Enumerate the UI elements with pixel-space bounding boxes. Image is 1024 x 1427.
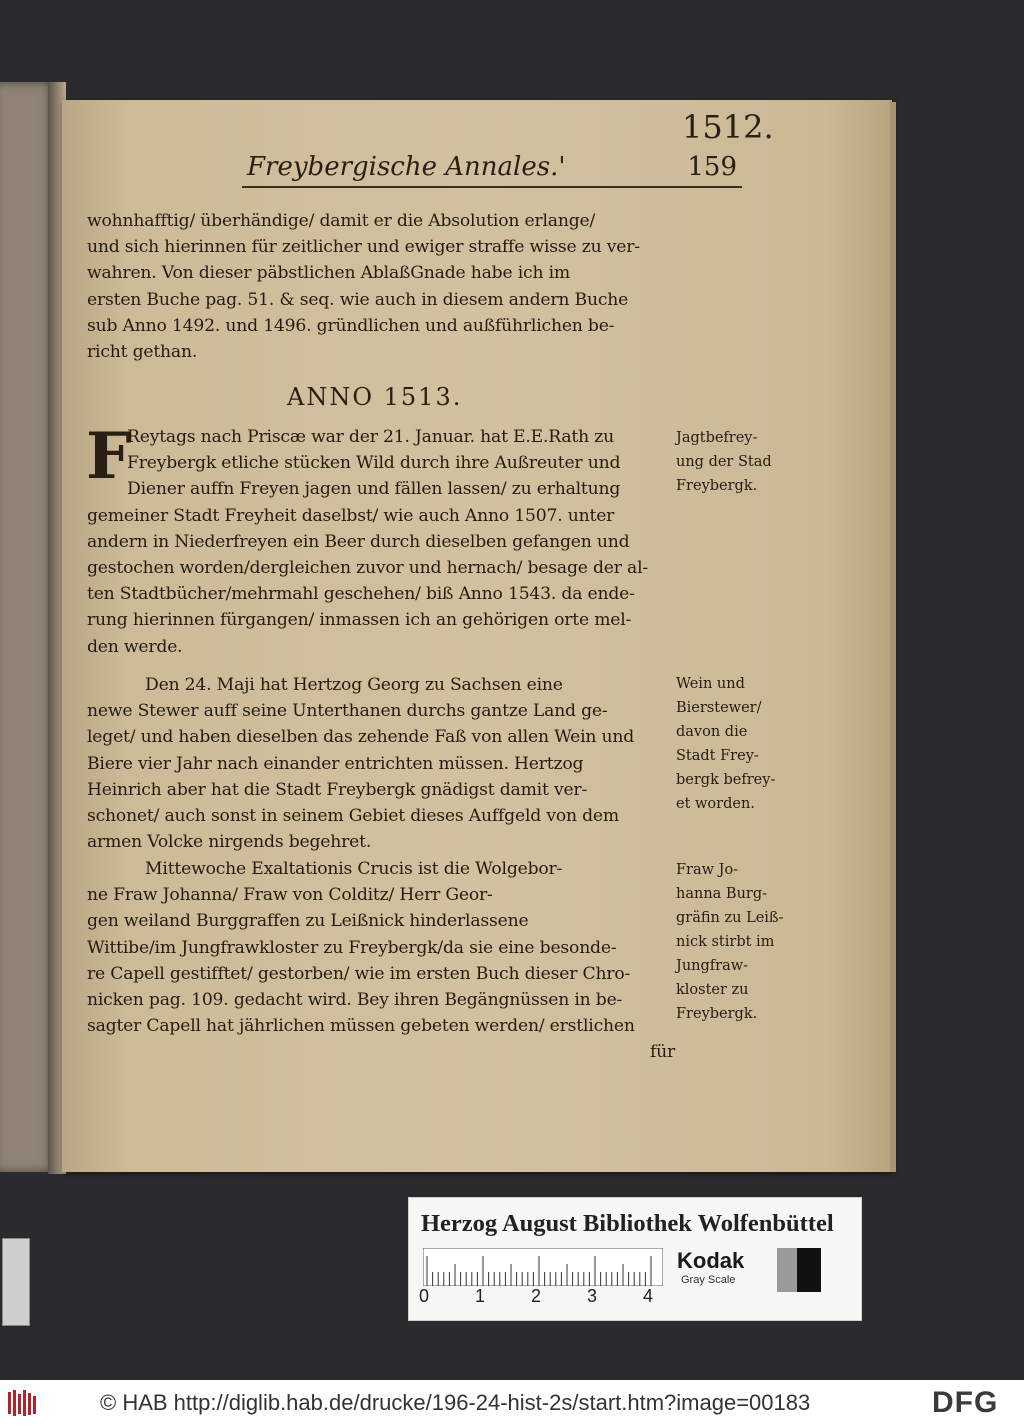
year-heading: ANNO 1513. [287, 383, 463, 411]
kodak-logo: Kodak [677, 1248, 745, 1273]
text-line: andern in Niederfreyen ein Beer durch dieselben gefangen und [87, 531, 630, 552]
gray-swatch [777, 1248, 797, 1292]
text-line: ne Fraw Johanna/ Fraw von Colditz/ Herr Geor- [87, 885, 493, 906]
marginal-line: gräfin zu Leiß- [676, 910, 784, 926]
text-line: nicken pag. 109. gedacht wird. Bey ihren Begängnüssen in be- [87, 989, 623, 1010]
text-line: re Capell gestifftet/ gestorben/ wie im ersten Buch dieser Chro- [87, 963, 631, 984]
text-line: rung hierinnen fürgangen/ inmassen ich an gehörigen orte mel- [87, 610, 632, 631]
marginal-line: bergk befrey- [676, 772, 776, 788]
text-line: Heinrich aber hat die Stadt Freybergk gnädigst damit ver- [87, 779, 588, 800]
text-line: und sich hierinnen für zeitlicher und ewiger straffe wisse zu ver- [87, 237, 640, 258]
shelf-tag [2, 1238, 30, 1326]
marginal-line: Freybergk. [676, 1006, 758, 1022]
paragraph-3 [87, 672, 677, 855]
marginal-line: Jagtbefrey- [676, 430, 758, 446]
text-line: Biere vier Jahr nach einander entrichten müssen. Hertzog [87, 753, 584, 774]
text-line: sagter Capell hat jährlichen müssen gebeten werden/ erstlichen [87, 1016, 635, 1037]
text-line: gemeiner Stadt Freyheit daselbst/ wie auch Anno 1507. unter [87, 505, 615, 526]
paragraph-1 [87, 208, 677, 365]
marginal-line: kloster zu [676, 982, 749, 998]
scale-ruler [423, 1248, 663, 1286]
marginal-note-johanna [676, 858, 788, 1026]
marginal-line: ung der Stad [676, 454, 772, 470]
drop-cap: F [86, 419, 132, 494]
marginal-line: Bierstewer/ [676, 700, 762, 716]
text-line: Wittibe/im Jungfrawkloster zu Freybergk/da sie eine besonde- [87, 937, 617, 958]
text-line: leget/ und haben dieselben das zehende Faß von allen Wein und [87, 727, 635, 748]
text-line: gen weiland Burggraffen zu Leißnick hinderlassene [87, 911, 529, 932]
text-line: wahren. Von dieser päbstlichen AblaßGnade habe ich im [87, 263, 570, 284]
ruler-number: 4 [643, 1286, 654, 1306]
marginal-line: Fraw Jo- [676, 862, 739, 878]
page-number: 159 [687, 152, 737, 182]
head-rule [242, 186, 742, 188]
book-page [62, 100, 892, 1172]
ruler-number: 3 [587, 1286, 598, 1306]
text-line: Reytags nach Priscæ war der 21. Januar. hat E.E.Rath zu [127, 427, 615, 447]
library-name: Herzog August Bibliothek Wolfenbüttel [421, 1210, 834, 1237]
text-line: Diener auffn Freyen jagen und fällen lassen/ zu erhaltung [127, 479, 621, 500]
page-edge [890, 102, 896, 1172]
paragraph-2 [86, 419, 677, 660]
text-line: richt gethan. [87, 341, 198, 362]
text-line: wohnhafftig/ überhändige/ damit er die Absolution erlange/ [87, 211, 596, 231]
gray-scale-label: Gray Scale [681, 1274, 736, 1286]
permalink[interactable]: © HAB http://diglib.hab.de/drucke/196-24-hist-2s/start.htm?image=00183 [100, 1390, 811, 1415]
marginal-line: davon die [676, 724, 748, 740]
marginal-note-hunting [676, 426, 788, 498]
text-line: ten Stadtbücher/mehrmahl geschehen/ biß Anno 1543. da ende- [87, 584, 635, 605]
dfg-logo: DFG [932, 1386, 999, 1419]
paragraph-4 [87, 856, 677, 1066]
text-line: armen Volcke nirgends begehret. [87, 832, 372, 853]
text-line: Mittewoche Exaltationis Crucis ist die Wolgebor- [145, 859, 563, 879]
marginal-note-tax [676, 672, 788, 816]
marginal-line: nick stirbt im [676, 934, 775, 950]
catchword: für [649, 1042, 675, 1063]
ruler-number: 2 [531, 1286, 542, 1306]
running-head-title: Freybergische Annales.' [247, 152, 566, 182]
text-line: schonet/ auch sonst in seinem Gebiet dieses Auffgeld von dem [87, 805, 619, 826]
marginal-line: Stadt Frey- [676, 748, 759, 764]
hab-logo-icon [6, 1388, 38, 1418]
color-target-card [408, 1197, 862, 1321]
text-line: gestochen worden/dergleichen zuvor und hernach/ besage der al- [87, 557, 648, 578]
viewer-footer [0, 1380, 1024, 1427]
text-line: den werde. [87, 636, 183, 657]
text-line: ersten Buche pag. 51. & seq. wie auch in diesem andern Buche [87, 289, 629, 310]
black-swatch [797, 1248, 821, 1292]
marginal-line: Wein und [676, 676, 745, 692]
ruler-number: 0 [419, 1286, 430, 1306]
ruler-number: 1 [475, 1286, 486, 1306]
marginal-line: et worden. [676, 796, 755, 812]
margin-year: 1512. [682, 108, 774, 146]
text-line: sub Anno 1492. und 1496. gründlichen und außführlichen be- [87, 315, 615, 336]
text-line: Den 24. Maji hat Hertzog Georg zu Sachsen eine [145, 675, 563, 695]
marginal-line: Freybergk. [676, 478, 758, 494]
text-line: newe Stewer auff seine Unterthanen durchs gantze Land ge- [87, 701, 608, 722]
text-line: Freybergk etliche stücken Wild durch ihre Außreuter und [127, 453, 621, 474]
marginal-line: Jungfraw- [676, 958, 749, 974]
marginal-line: hanna Burg- [676, 886, 768, 902]
